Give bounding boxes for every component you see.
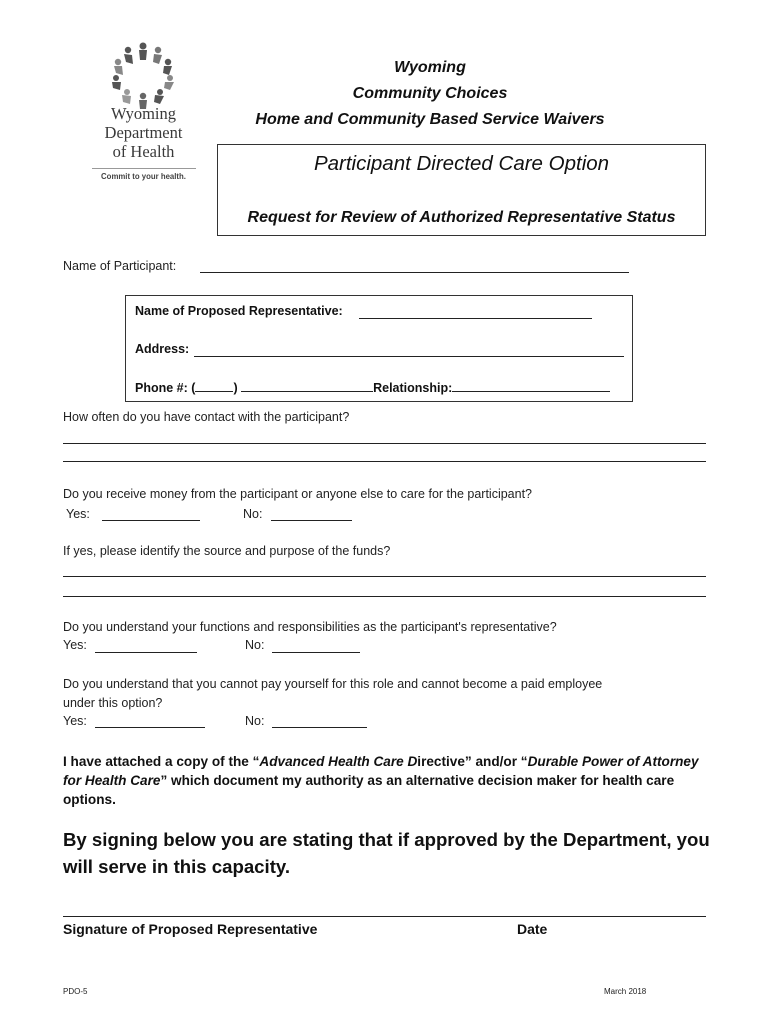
attestation-part-2: irective” and/or “	[417, 754, 528, 769]
date-label: Date	[517, 921, 548, 937]
paid-no-field[interactable]	[272, 727, 367, 728]
money-yes-label: Yes:	[66, 507, 90, 521]
logo-wordmark	[86, 104, 201, 161]
responsibilities-yes-label: Yes:	[63, 638, 87, 652]
responsibilities-no-field[interactable]	[272, 652, 360, 653]
contact-answer-line-1[interactable]	[63, 443, 706, 444]
question-funds-source: If yes, please identify the source and purpose of the funds?	[63, 544, 391, 558]
phone-number-field[interactable]	[241, 380, 373, 392]
area-code-field[interactable]	[195, 380, 233, 392]
logo-tagline: Commit to your health.	[101, 172, 186, 181]
participant-name-field[interactable]	[200, 272, 629, 273]
signature-label: Signature of Proposed Representative	[63, 921, 318, 937]
question-receive-money: Do you receive money from the participant or anyone else to care for the participant?	[63, 487, 533, 501]
attestation-part-3: ” which document my authority as an alternative decision maker for health care options.	[63, 773, 675, 807]
form-date: March 2018	[604, 987, 647, 996]
address-field[interactable]	[194, 356, 624, 357]
representative-box	[125, 295, 633, 402]
header-line-2: Community Choices	[352, 85, 508, 102]
relationship-label: Relationship:	[373, 381, 453, 395]
form-title: Participant Directed Care Option	[313, 152, 610, 175]
relationship-field[interactable]	[452, 380, 610, 392]
contact-answer-line-2[interactable]	[63, 461, 706, 462]
form-subtitle: Request for Review of Authorized Representative Status	[247, 209, 676, 226]
responsibilities-no-label: No:	[245, 638, 265, 652]
attestation-part-1: I have attached a copy of the “	[63, 754, 260, 769]
question-paid-employee-line-1: Do you understand that you cannot pay yourself for this role and cannot become a paid employee	[63, 677, 603, 691]
responsibilities-yes-field[interactable]	[95, 652, 197, 653]
money-no-field[interactable]	[271, 520, 352, 521]
paid-yes-label: Yes:	[63, 714, 87, 728]
paid-yes-field[interactable]	[95, 727, 205, 728]
funds-answer-line-2[interactable]	[63, 596, 706, 597]
header-line-1: Wyoming	[394, 59, 466, 76]
rep-name-label: Name of Proposed Representative:	[135, 304, 343, 318]
signature-line[interactable]	[63, 916, 706, 917]
logo-line-3: of Health	[112, 142, 175, 161]
money-no-label: No:	[243, 507, 263, 521]
participant-label: Name of Participant:	[63, 259, 177, 273]
attestation-paragraph	[63, 752, 713, 809]
funds-answer-line-1[interactable]	[63, 576, 706, 577]
rep-name-field[interactable]	[359, 318, 592, 319]
form-id: PDO-5	[63, 987, 88, 996]
paid-no-label: No:	[245, 714, 265, 728]
participant-row	[63, 259, 176, 273]
title-box	[217, 144, 706, 236]
phone-label: Phone #:	[135, 381, 188, 395]
header-line-3: Home and Community Based Service Waivers	[255, 111, 605, 128]
money-yes-field[interactable]	[102, 520, 200, 521]
question-responsibilities: Do you understand your functions and responsibilities as the participant's representative?	[63, 620, 557, 634]
address-label: Address:	[135, 342, 190, 356]
attestation-italic-1: Advanced Health Care D	[259, 754, 418, 769]
phone-close-paren: )	[233, 381, 238, 395]
phone-open-paren: (	[191, 381, 196, 395]
question-contact-frequency: How often do you have contact with the participant?	[63, 410, 350, 424]
signing-statement: By signing below you are stating that if approved by the Department, you will serve in this capacity.	[63, 829, 710, 877]
logo-line-1: Wyoming	[110, 104, 176, 123]
logo-line-2: Department	[104, 123, 183, 142]
people-circle-icon	[86, 40, 201, 110]
attestation-italic-2: Durable Power of Attorney for Health Care	[63, 754, 699, 788]
logo-divider	[92, 168, 196, 169]
question-paid-employee-line-2: under this option?	[63, 696, 163, 710]
